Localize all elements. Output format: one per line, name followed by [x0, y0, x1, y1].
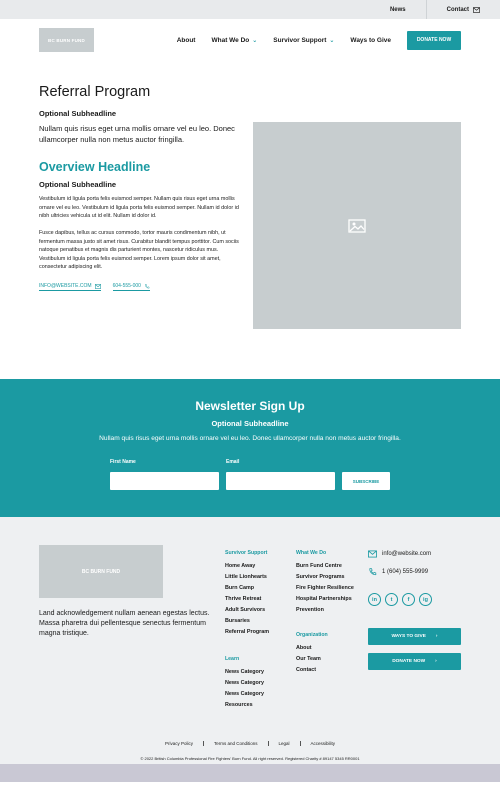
footer-link[interactable]: Burn Fund Centre: [296, 563, 342, 569]
chevron-down-icon: ⌄: [252, 37, 258, 44]
footer-donate-button[interactable]: DONATE NOW ›: [368, 653, 461, 670]
bottom-strip: [0, 764, 500, 782]
footer-link[interactable]: Bursaries: [225, 618, 250, 624]
social-links: [368, 593, 432, 606]
nav-what-we-do[interactable]: What We Do ⌄: [211, 36, 258, 44]
accessibility-link[interactable]: Accessibility: [300, 741, 346, 746]
footer-link[interactable]: Thrive Retreat: [225, 596, 262, 602]
first-name-input[interactable]: [110, 472, 219, 490]
nav-ways-to-give[interactable]: Ways to Give: [350, 36, 391, 44]
first-name-label: First Name: [110, 459, 136, 465]
footer-heading: Organization: [296, 632, 328, 638]
footer-col-organization: [296, 632, 328, 678]
footer-phone-link[interactable]: 1 (604) 555-9999: [368, 568, 428, 576]
footer-link[interactable]: News Category: [225, 669, 264, 675]
ways-to-give-button[interactable]: WAYS TO GIVE ›: [368, 628, 461, 645]
footer-logo[interactable]: BC BURN FUND: [39, 545, 163, 598]
chevron-down-icon: ⌄: [329, 37, 335, 44]
footer-link[interactable]: Referral Program: [225, 629, 270, 635]
nav-survivor-support[interactable]: Survivor Support ⌄: [273, 36, 335, 44]
footer-link[interactable]: Contact: [296, 667, 317, 673]
main-content: [0, 61, 500, 379]
lead-paragraph: Nullam quis risus eget urna mollis ornare vel eu leo. Donec ullamcorper nulla non metus auctor fringilla.: [39, 124, 235, 144]
newsletter-title: Newsletter Sign Up: [195, 399, 305, 413]
chevron-right-icon: ›: [435, 634, 438, 639]
nav-about[interactable]: About: [176, 36, 196, 44]
footer-link[interactable]: Home Away: [225, 563, 256, 569]
footer-link[interactable]: Fire Fighter Resilience: [296, 585, 354, 591]
body-paragraph: Vestibulum id ligula porta felis euismod semper. Nullam quis risus eget urna mollis ornare vel eu leo. Vestibulum id ligula porta felis euismod semper. Nullam id dolor id nibh ultricies vehicula ut id elit. Nullam id dolor id.: [39, 196, 239, 220]
footer-heading: What We Do: [296, 550, 327, 556]
footer-link[interactable]: Survivor Programs: [296, 574, 345, 580]
mail-icon: [473, 7, 480, 13]
footer-link[interactable]: Adult Survivors: [225, 607, 266, 613]
contact-links: [39, 283, 150, 291]
newsletter-section: [0, 379, 500, 517]
email-label: Email: [226, 459, 240, 465]
phone-icon: [144, 284, 150, 289]
newsletter-text: Nullam quis risus eget urna mollis ornare vel eu leo. Donec ullamcorper nulla non metus auctor fringilla.: [99, 435, 401, 442]
subscribe-button[interactable]: SUBSCRIBE: [342, 472, 390, 490]
footer-link[interactable]: News Category: [225, 691, 264, 697]
newsletter-subheadline: Optional Subheadline: [211, 419, 289, 428]
image-icon: [348, 219, 366, 233]
page-subheadline: Optional Subheadline: [39, 109, 117, 118]
email-link[interactable]: INFO@WEBSITE.COM: [39, 283, 101, 291]
instagram-icon[interactable]: ig: [419, 593, 432, 606]
chevron-right-icon: ›: [435, 659, 437, 664]
contact-link[interactable]: Contact: [426, 0, 500, 19]
footer-link[interactable]: Resources: [225, 702, 253, 708]
footer-link[interactable]: Burn Camp: [225, 585, 255, 591]
footer-link[interactable]: Our Team: [296, 656, 321, 662]
page-title: Referral Program: [39, 84, 151, 100]
main-nav: [161, 31, 461, 50]
footer-heading: Learn: [225, 656, 240, 662]
phone-icon: [368, 568, 377, 576]
donate-now-button[interactable]: DONATE NOW: [407, 31, 461, 50]
legal-links: [0, 741, 500, 746]
twitter-icon[interactable]: t: [385, 593, 398, 606]
footer-heading: Survivor Support: [225, 550, 268, 556]
footer-link[interactable]: Hospital Partnerships: [296, 596, 352, 602]
body-paragraph: Fusce dapibus, tellus ac cursus commodo, tortor mauris condimentum nibh, ut fermentum massa justo sit amet risus. Curabitur blandit tempus porttitor. Cum sociis natoque penatibus et magnis dis parturient montes, nascetur ridiculus mus. Vestibulum id ligula porta felis euismod semper. Lorem ipsum dolor sit amet, consectetur adipiscing elit.: [39, 230, 239, 271]
top-utility-bar: [0, 0, 500, 19]
email-input[interactable]: [226, 472, 335, 490]
phone-link[interactable]: 604-555-000: [113, 283, 150, 291]
mail-icon: [368, 550, 377, 558]
site-header: [0, 19, 500, 61]
image-placeholder: [253, 122, 461, 329]
land-acknowledgement: Land acknowledgement nullam aenean egestas lectus. Massa pharetra dui pellentesque senectus fermentum magna tristique.: [39, 610, 210, 637]
footer-link[interactable]: News Category: [225, 680, 264, 686]
overview-subheadline: Optional Subheadline: [39, 180, 117, 189]
first-name-group: [110, 459, 219, 490]
facebook-icon[interactable]: f: [402, 593, 415, 606]
footer-email-link[interactable]: info@website.com: [368, 550, 431, 558]
email-group: [226, 459, 335, 490]
copyright-text: © 2022 British Columbia Professional Fire Fighters' Burn Fund. All right reserved. Registered Charity # 89147 5345 RR0001: [140, 756, 360, 761]
newsletter-form: [110, 459, 390, 490]
site-footer: [0, 517, 500, 782]
footer-col-what-we-do: [296, 550, 354, 618]
news-link[interactable]: News: [389, 6, 406, 13]
terms-link[interactable]: Terms and Conditions: [203, 741, 268, 746]
legal-link[interactable]: Legal: [268, 741, 300, 746]
footer-link[interactable]: Prevention: [296, 607, 324, 613]
linkedin-icon[interactable]: in: [368, 593, 381, 606]
overview-headline: Overview Headline: [39, 160, 151, 174]
footer-link[interactable]: Little Lionhearts: [225, 574, 267, 580]
footer-link[interactable]: About: [296, 645, 312, 651]
privacy-policy-link[interactable]: Privacy Policy: [164, 741, 193, 746]
footer-col-learn: [225, 656, 264, 713]
mail-icon: [95, 284, 101, 289]
footer-col-survivor-support: [225, 550, 269, 640]
site-logo[interactable]: BC BURN FUND: [39, 28, 94, 52]
